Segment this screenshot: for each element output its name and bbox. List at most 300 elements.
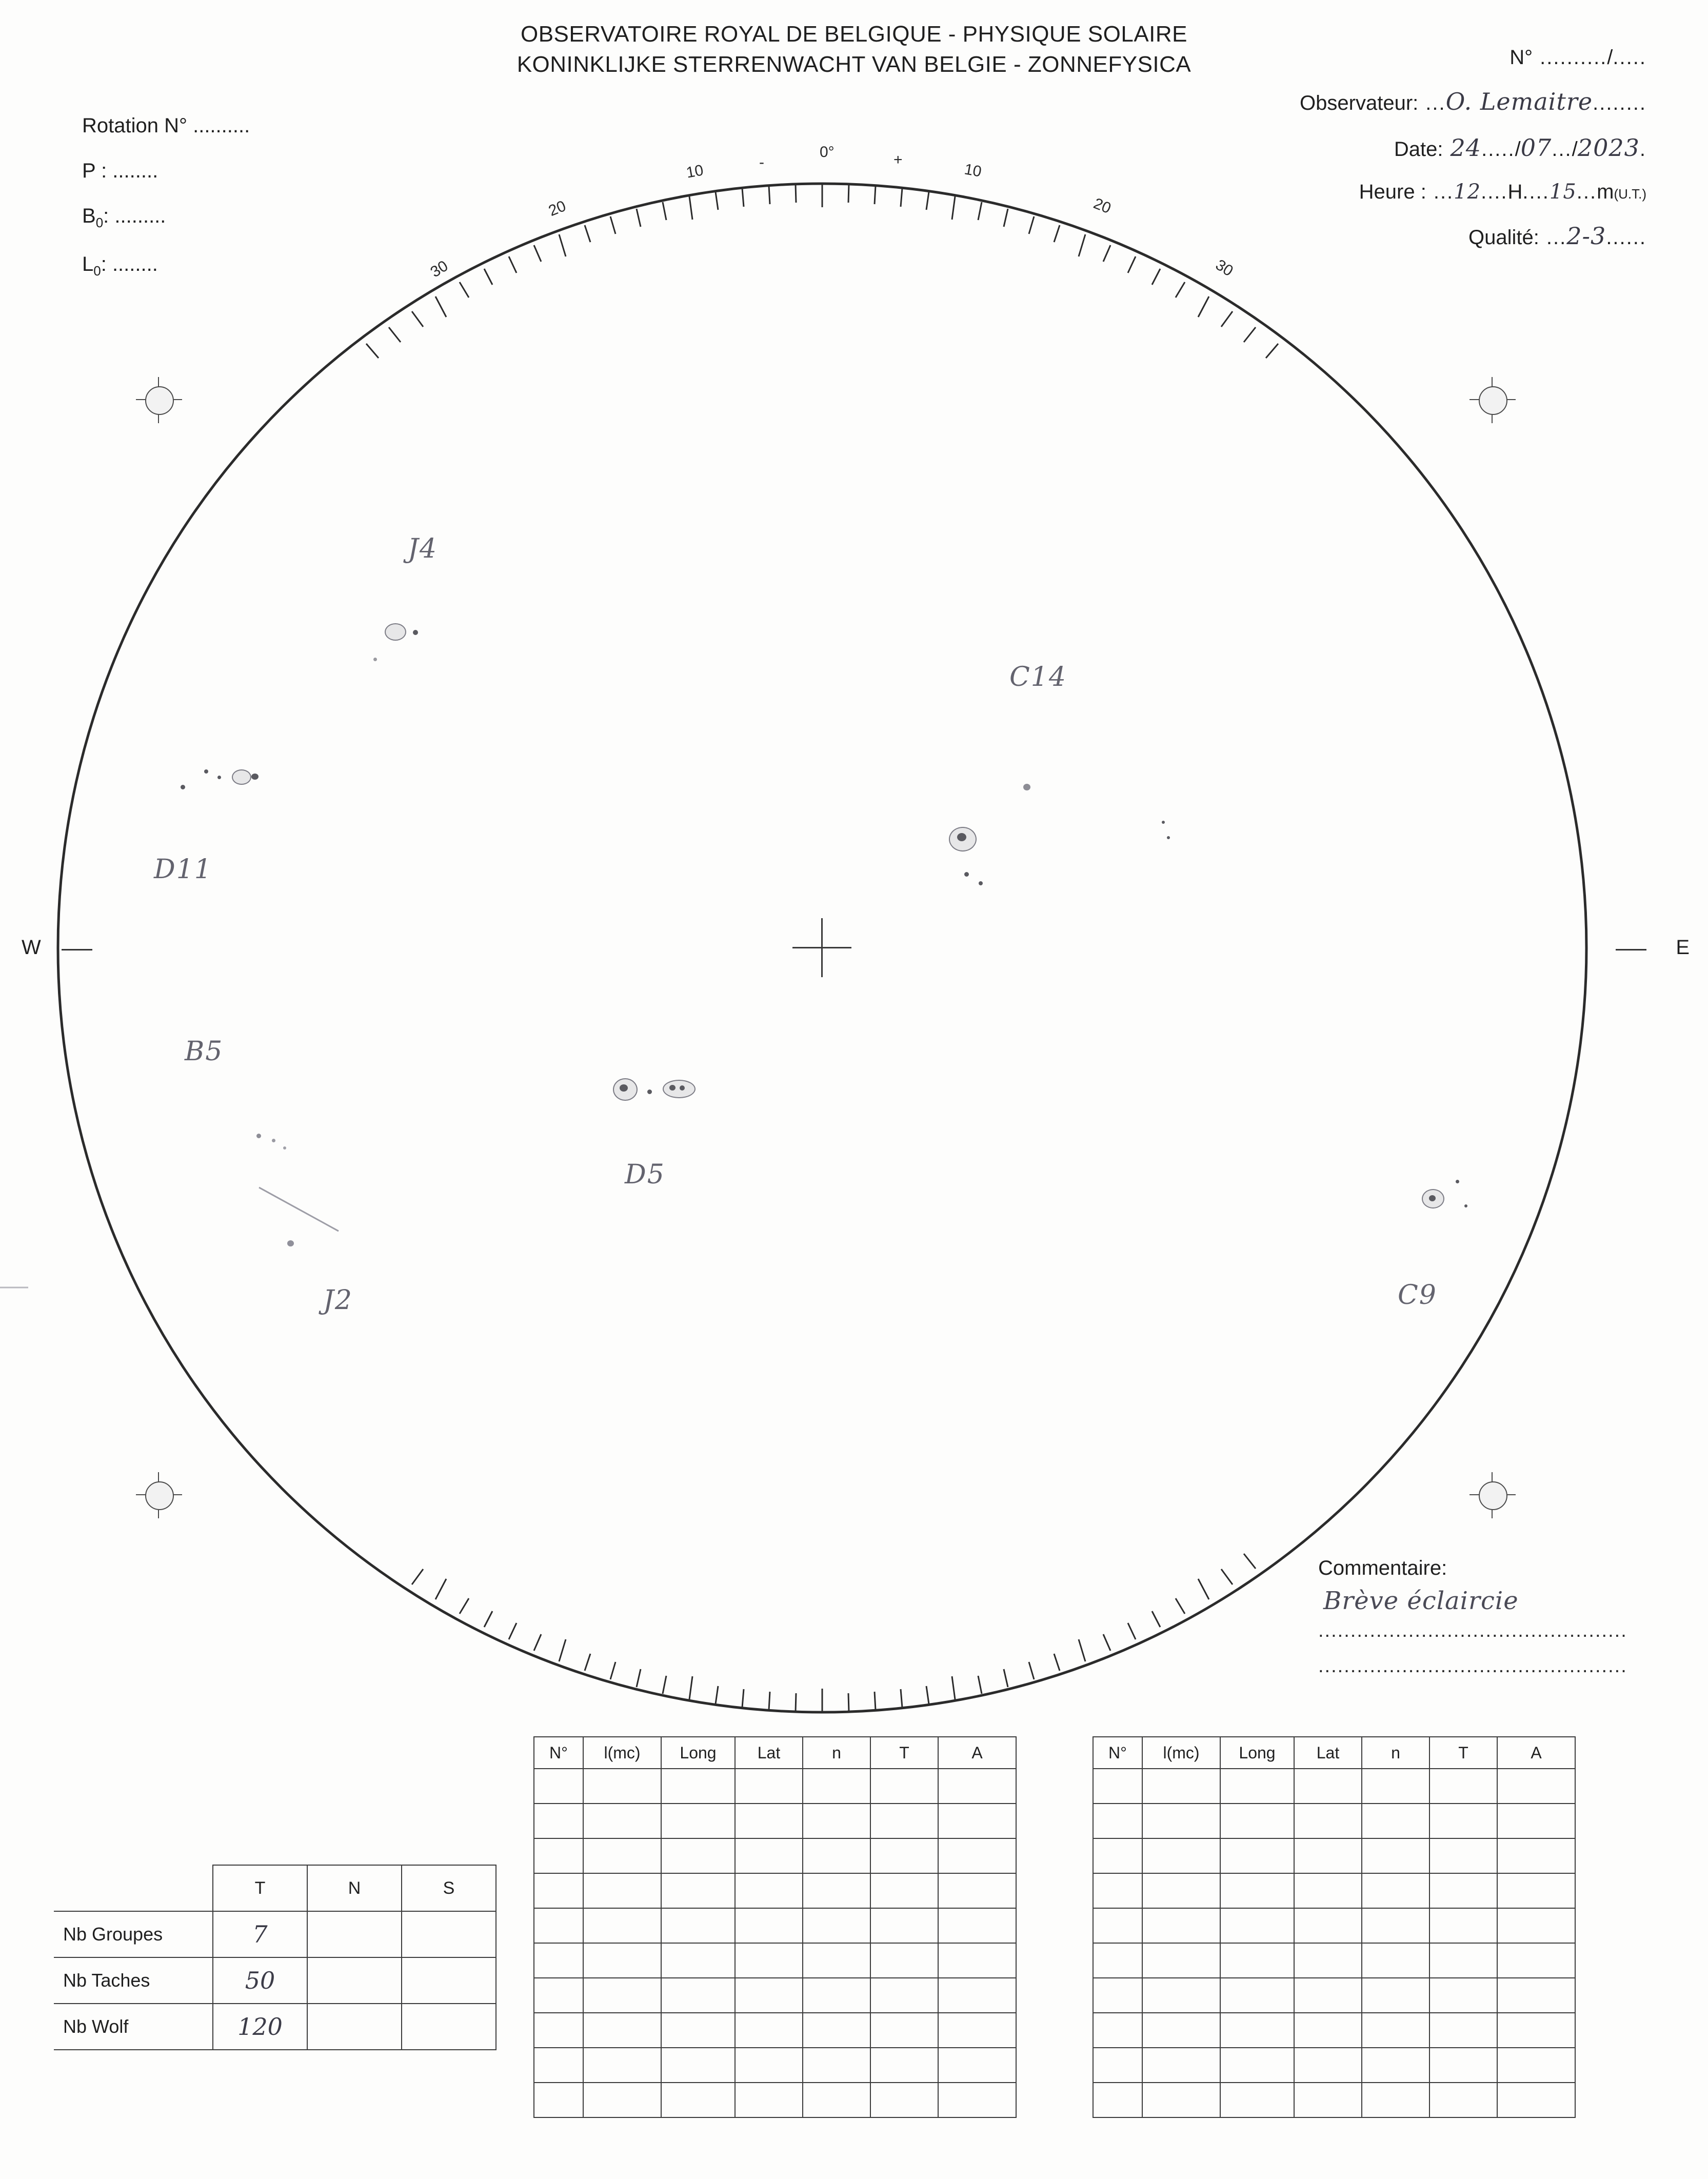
sunspot-c9-b (1464, 1204, 1467, 1207)
measure-cell[interactable] (803, 1943, 870, 1978)
measure-cell[interactable] (1497, 1943, 1575, 1978)
degree-label-30-left: 30 (427, 257, 451, 281)
degree-label-0: 0° (820, 144, 835, 161)
measurement-table-left (533, 1736, 1017, 2118)
table-row-header (534, 1737, 1016, 1769)
sunspot-d5-b (669, 1085, 676, 1091)
sunspot-c14-b (979, 881, 983, 885)
summary-groups-n[interactable] (307, 1911, 402, 1957)
summary-corner-cell (54, 1865, 213, 1911)
measure-cell[interactable] (534, 1978, 583, 2013)
measure-cell[interactable] (1497, 1804, 1575, 1838)
measure-cell[interactable] (1497, 1978, 1575, 2013)
registration-mark-top-right (1469, 377, 1516, 423)
summary-row-label-spots: Nb Taches (54, 1957, 213, 2004)
date-dots-1: ..... (1481, 138, 1515, 161)
measure-cell[interactable] (534, 1769, 583, 1804)
measure-cell[interactable] (1093, 1943, 1142, 1978)
table-row (534, 1978, 1016, 2013)
measure-cell[interactable] (583, 1943, 661, 1978)
right-parameter-fields (1134, 46, 1646, 268)
measure-cell[interactable] (803, 1838, 870, 1873)
measure-cell[interactable] (1220, 1943, 1294, 1978)
measure-cell[interactable] (1220, 1804, 1294, 1838)
measure-cell[interactable] (870, 2048, 938, 2083)
measure-cell[interactable] (1142, 1978, 1220, 2013)
date-label: Date: (1394, 138, 1443, 161)
sunspot-d5-umbra (620, 1084, 628, 1092)
measure-cell[interactable] (583, 1908, 661, 1943)
table-row (1093, 1769, 1575, 1804)
comment-value: Brève éclaircie (1323, 1587, 1519, 1615)
measure-cell[interactable] (661, 1908, 735, 1943)
degree-label-10-left: 10 (685, 162, 705, 182)
field-l0-label: L (82, 253, 94, 275)
measure-cell[interactable] (1294, 1838, 1362, 1873)
measure-cell[interactable] (534, 2083, 583, 2117)
summary-wolf-s[interactable] (402, 2004, 496, 2050)
measure-cell[interactable] (735, 1908, 803, 1943)
sunspot-c9-umbra (1429, 1195, 1436, 1201)
time-dots-pre: ... (1433, 181, 1454, 203)
measure-col-lmc: l(mc) (1142, 1737, 1220, 1769)
quality-dots-post: ...... (1606, 226, 1646, 249)
summary-col-s: S (402, 1865, 496, 1911)
date-day: 24 (1450, 134, 1482, 162)
measure-col-a: A (938, 1737, 1016, 1769)
sunspot-j4-b (413, 630, 418, 635)
group-label-d5: D5 (625, 1159, 665, 1190)
number-separator: / (1607, 46, 1613, 69)
measure-cell[interactable] (661, 1769, 735, 1804)
measure-cell[interactable] (661, 1804, 735, 1838)
measure-cell[interactable] (583, 2048, 661, 2083)
measure-cell[interactable] (938, 1978, 1016, 2013)
comment-block[interactable] (1318, 1557, 1646, 1677)
measure-cell[interactable] (938, 2083, 1016, 2117)
measurement-table-right (1093, 1736, 1576, 2118)
measure-cell[interactable] (938, 2048, 1016, 2083)
measure-cell[interactable] (1142, 1908, 1220, 1943)
measure-cell[interactable] (735, 1804, 803, 1838)
quality-dots-pre: ... (1546, 226, 1567, 249)
field-l0-sub: 0 (93, 263, 101, 279)
summary-groups-s[interactable] (402, 1911, 496, 1957)
measure-cell[interactable] (938, 1943, 1016, 1978)
measure-cell[interactable] (1362, 2048, 1429, 2083)
measure-cell[interactable] (1362, 1873, 1429, 1908)
table-row (534, 1804, 1016, 1838)
measure-cell[interactable] (583, 1978, 661, 2013)
degree-label-20-left: 20 (546, 197, 569, 220)
measure-cell[interactable] (1093, 2083, 1142, 2117)
measure-cell[interactable] (1294, 2083, 1362, 2117)
measure-col-a: A (1497, 1737, 1575, 1769)
measure-col-t: T (1429, 1737, 1497, 1769)
field-p[interactable]: P : ........ (82, 160, 158, 182)
time-hour-unit: H (1507, 181, 1523, 203)
measure-cell[interactable] (938, 1838, 1016, 1873)
measure-cell[interactable] (1362, 1943, 1429, 1978)
field-quality[interactable] (1134, 222, 1646, 250)
measure-cell[interactable] (735, 2013, 803, 2048)
measure-cell[interactable] (1429, 1978, 1497, 2013)
measure-cell[interactable] (1294, 1978, 1362, 2013)
comment-dotline-2[interactable]: ................................................ (1318, 1655, 1627, 1677)
degree-scale-bottom (412, 1554, 1256, 1712)
measure-cell[interactable] (1294, 1873, 1362, 1908)
measure-cell[interactable] (1093, 1978, 1142, 2013)
measure-cell[interactable] (661, 1873, 735, 1908)
group-label-d11: D11 (154, 854, 212, 885)
measure-cell[interactable] (803, 2048, 870, 2083)
measure-cell[interactable] (1362, 1908, 1429, 1943)
table-row (54, 1957, 496, 2004)
axis-label-west: W (22, 936, 41, 959)
measure-cell[interactable] (1497, 2083, 1575, 2117)
sunspot-b5-b (272, 1139, 275, 1142)
sunspot-c14-umbra (957, 833, 966, 841)
measure-cell[interactable] (938, 1804, 1016, 1838)
field-time[interactable] (1134, 180, 1646, 204)
measure-cell[interactable] (938, 2013, 1016, 2048)
measure-cell[interactable] (1294, 1943, 1362, 1978)
summary-spots-t[interactable]: 50 (213, 1957, 307, 2004)
measure-cell[interactable] (870, 1873, 938, 1908)
sunspot-d11-d (251, 774, 259, 780)
degree-label-plus: + (893, 151, 903, 168)
group-label-c9: C9 (1398, 1280, 1437, 1311)
field-b0[interactable] (82, 206, 250, 229)
date-separator-2: / (1572, 138, 1578, 161)
measure-cell[interactable] (803, 2013, 870, 2048)
measure-cell[interactable] (1497, 1769, 1575, 1804)
measure-cell[interactable] (1142, 2048, 1220, 2083)
sunspot-c14-small (1023, 784, 1030, 790)
field-l0-rest: : ........ (101, 253, 158, 275)
date-dots-2: ... (1552, 138, 1572, 161)
measure-cell[interactable] (1093, 1873, 1142, 1908)
measure-cell[interactable] (1220, 1908, 1294, 1943)
measure-cell[interactable] (1497, 2048, 1575, 2083)
sunspot-b5-c (283, 1146, 286, 1150)
measure-cell[interactable] (661, 1838, 735, 1873)
measure-cell[interactable] (1294, 1908, 1362, 1943)
measure-cell[interactable] (1497, 1838, 1575, 1873)
measure-cell[interactable] (1362, 1804, 1429, 1838)
measure-cell[interactable] (735, 1873, 803, 1908)
group-label-j2: J2 (323, 1285, 353, 1316)
field-number[interactable] (1134, 46, 1646, 69)
measure-cell[interactable] (1220, 2083, 1294, 2117)
registration-mark-bottom-right (1469, 1472, 1516, 1518)
measure-cell[interactable] (1093, 1908, 1142, 1943)
measure-cell[interactable] (870, 1804, 938, 1838)
summary-col-n: N (307, 1865, 402, 1911)
summary-spots-n[interactable] (307, 1957, 402, 2004)
table-row (534, 1769, 1016, 1804)
time-ut-unit: (U.T.) (1614, 186, 1646, 202)
measure-cell[interactable] (735, 1943, 803, 1978)
measure-cell[interactable] (1294, 2048, 1362, 2083)
field-rotation[interactable]: Rotation N° .......... (82, 114, 250, 137)
summary-table (54, 1865, 496, 2050)
measure-cell[interactable] (803, 1908, 870, 1943)
measure-cell[interactable] (1497, 1873, 1575, 1908)
measure-cell[interactable] (1142, 1769, 1220, 1804)
table-row (1093, 1804, 1575, 1838)
field-b0-sub: 0 (95, 215, 104, 230)
summary-row-label-wolf: Nb Wolf (54, 2004, 213, 2050)
measure-cell[interactable] (1429, 1804, 1497, 1838)
table-row (1093, 1978, 1575, 2013)
measure-cell[interactable] (661, 2083, 735, 2117)
quality-label: Qualité: (1468, 226, 1539, 249)
measure-cell[interactable] (1362, 1769, 1429, 1804)
measure-cell[interactable] (1220, 1769, 1294, 1804)
measure-cell[interactable] (1497, 1908, 1575, 1943)
sunspot-d11-a (181, 785, 185, 789)
measure-cell[interactable] (870, 1978, 938, 2013)
measure-cell[interactable] (583, 2083, 661, 2117)
number-dots-1: .......... (1540, 46, 1607, 69)
measurement-table-right-body (1093, 1737, 1575, 2117)
measure-cell[interactable] (735, 1978, 803, 2013)
date-separator-1: / (1515, 138, 1521, 161)
sunspot-c9-main (1422, 1189, 1444, 1209)
measure-cell[interactable] (1429, 1873, 1497, 1908)
measure-cell[interactable] (1093, 1769, 1142, 1804)
measure-cell[interactable] (583, 1769, 661, 1804)
measure-cell[interactable] (1093, 2013, 1142, 2048)
measure-cell[interactable] (870, 2013, 938, 2048)
table-row (534, 1838, 1016, 1873)
sunspot-d11-main (232, 769, 251, 785)
summary-wolf-n[interactable] (307, 2004, 402, 2050)
measure-cell[interactable] (1142, 2083, 1220, 2117)
degree-label-20-right: 20 (1091, 194, 1114, 217)
field-observer[interactable] (1134, 88, 1646, 115)
summary-col-t: T (213, 1865, 307, 1911)
measure-cell[interactable] (1362, 2083, 1429, 2117)
time-minute: 15 (1549, 180, 1577, 204)
table-row (1093, 1908, 1575, 1943)
measure-cell[interactable] (1429, 2083, 1497, 2117)
measure-cell[interactable] (1142, 1873, 1220, 1908)
degree-label-30-right: 30 (1213, 256, 1236, 280)
field-l0[interactable] (82, 254, 250, 278)
measure-cell[interactable] (1220, 1978, 1294, 2013)
measure-cell[interactable] (661, 2013, 735, 2048)
sunspot-d5-main (613, 1078, 638, 1101)
measure-cell[interactable] (534, 2013, 583, 2048)
measure-cell[interactable] (735, 2083, 803, 2117)
measure-cell[interactable] (1497, 2013, 1575, 2048)
measure-cell[interactable] (1093, 2048, 1142, 2083)
measure-cell[interactable] (661, 1943, 735, 1978)
quality-value: 2-3 (1566, 222, 1606, 250)
measure-cell[interactable] (1429, 1838, 1497, 1873)
table-row (54, 1911, 496, 1957)
measure-cell[interactable] (803, 1978, 870, 2013)
comment-dotline-1[interactable]: ................................................ (1318, 1620, 1627, 1641)
observer-dots-post: ........ (1593, 92, 1646, 114)
measure-cell[interactable] (1142, 1804, 1220, 1838)
measure-cell[interactable] (1429, 1769, 1497, 1804)
time-dots-2: .... (1522, 181, 1550, 203)
measure-cell[interactable] (735, 2048, 803, 2083)
measure-cell[interactable] (1429, 1908, 1497, 1943)
sunspot-c14-a (964, 872, 969, 877)
field-date[interactable] (1134, 134, 1646, 162)
disk-centre-cross (792, 918, 851, 977)
axis-tick-east (1616, 949, 1646, 950)
summary-spots-s[interactable] (402, 1957, 496, 2004)
summary-row-label-groups: Nb Groupes (54, 1911, 213, 1957)
table-row (1093, 1873, 1575, 1908)
time-dots-1: .... (1481, 181, 1508, 203)
axis-label-east: E (1676, 936, 1690, 959)
measure-cell[interactable] (1294, 1769, 1362, 1804)
time-hour: 12 (1454, 180, 1481, 204)
measure-cell[interactable] (583, 2013, 661, 2048)
measure-cell[interactable] (1362, 2013, 1429, 2048)
observer-label: Observateur: (1300, 92, 1419, 114)
table-row (534, 1943, 1016, 1978)
table-row (1093, 2013, 1575, 2048)
measure-cell[interactable] (583, 1838, 661, 1873)
number-dots-2: ..... (1613, 46, 1646, 69)
table-row-header (54, 1865, 496, 1911)
measure-cell[interactable] (1220, 2048, 1294, 2083)
measure-cell[interactable] (1362, 1978, 1429, 2013)
sunspot-d5-pair (663, 1080, 696, 1098)
measure-cell[interactable] (735, 1769, 803, 1804)
measure-cell[interactable] (1429, 1943, 1497, 1978)
measure-col-lat: Lat (1294, 1737, 1362, 1769)
measure-cell[interactable] (534, 1908, 583, 1943)
table-row (1093, 1943, 1575, 1978)
measure-cell[interactable] (1142, 1838, 1220, 1873)
measure-cell[interactable] (534, 1804, 583, 1838)
measure-cell[interactable] (1294, 1804, 1362, 1838)
sunspot-b5-a (256, 1134, 261, 1138)
time-dots-3: ... (1576, 181, 1597, 203)
measure-cell[interactable] (1362, 1838, 1429, 1873)
measure-cell[interactable] (938, 1769, 1016, 1804)
measure-cell[interactable] (1093, 1804, 1142, 1838)
measure-cell[interactable] (938, 1873, 1016, 1908)
sunspot-j2-a (287, 1240, 294, 1246)
table-row (534, 1873, 1016, 1908)
measure-cell[interactable] (870, 1943, 938, 1978)
solar-limb-circle (58, 184, 1586, 1712)
number-label: N° (1510, 46, 1533, 69)
measure-cell[interactable] (583, 1804, 661, 1838)
registration-mark-top-left (136, 377, 182, 423)
measure-cell[interactable] (803, 2083, 870, 2117)
measure-col-n: N° (1093, 1737, 1142, 1769)
group-label-c14: C14 (1009, 662, 1067, 692)
measure-cell[interactable] (803, 1804, 870, 1838)
measure-col-n: n (803, 1737, 870, 1769)
time-label: Heure : (1359, 181, 1426, 203)
observer-value: O. Lemaitre (1445, 88, 1593, 115)
measure-cell[interactable] (938, 1908, 1016, 1943)
measure-cell[interactable] (870, 1908, 938, 1943)
measure-cell[interactable] (803, 1873, 870, 1908)
measure-cell[interactable] (1220, 2013, 1294, 2048)
measure-cell[interactable] (1220, 1838, 1294, 1873)
measure-cell[interactable] (870, 1769, 938, 1804)
comment-label: Commentaire: (1318, 1557, 1447, 1579)
measure-cell[interactable] (803, 1769, 870, 1804)
measure-cell[interactable] (1220, 1873, 1294, 1908)
sunspot-c9-a (1456, 1180, 1459, 1183)
table-row (1093, 1838, 1575, 1873)
date-dots-3: . (1639, 138, 1646, 161)
stray-pencil-line (259, 1187, 339, 1231)
summary-groups-t[interactable]: 7 (213, 1911, 307, 1957)
measurement-table-left-body (534, 1737, 1016, 2117)
table-row (1093, 2048, 1575, 2083)
measure-cell[interactable] (661, 2048, 735, 2083)
measure-col-n: n (1362, 1737, 1429, 1769)
field-b0-label: B (82, 205, 96, 227)
measure-cell[interactable] (1429, 2048, 1497, 2083)
measure-cell[interactable] (534, 1838, 583, 1873)
sunspot-d11-c (217, 776, 221, 779)
axis-tick-west (62, 949, 92, 950)
table-row (54, 2004, 496, 2050)
left-parameter-fields (82, 115, 250, 302)
measure-cell[interactable] (534, 2048, 583, 2083)
measure-cell[interactable] (1093, 1838, 1142, 1873)
measure-cell[interactable] (870, 1838, 938, 1873)
date-month: 07 (1520, 134, 1552, 162)
sunspot-j4-main (385, 623, 406, 641)
observer-dots-pre: ... (1425, 92, 1446, 114)
table-row (534, 2083, 1016, 2117)
measure-cell[interactable] (870, 2083, 938, 2117)
registration-mark-bottom-left (136, 1472, 182, 1518)
degree-label-10-right: 10 (963, 161, 983, 181)
measure-cell[interactable] (583, 1873, 661, 1908)
measure-cell[interactable] (1294, 2013, 1362, 2048)
sunspot-c14-d (1167, 836, 1170, 839)
measure-cell[interactable] (1142, 2013, 1220, 2048)
measure-cell[interactable] (1429, 2013, 1497, 2048)
measure-col-long: Long (1220, 1737, 1294, 1769)
title-dutch: KONINKLIJKE STERRENWACHT VAN BELGIE - ZONNEFYSICA (517, 51, 1191, 77)
summary-wolf-t[interactable]: 120 (213, 2004, 307, 2050)
group-label-j4: J4 (408, 533, 438, 564)
measure-cell[interactable] (1142, 1943, 1220, 1978)
sunspot-c14-c (1162, 821, 1165, 824)
measure-cell[interactable] (735, 1838, 803, 1873)
title-french: OBSERVATOIRE ROYAL DE BELGIQUE - PHYSIQUE SOLAIRE (520, 22, 1188, 47)
date-year: 2023 (1577, 134, 1640, 162)
measure-cell[interactable] (534, 1873, 583, 1908)
measure-cell[interactable] (661, 1978, 735, 2013)
sunspot-d5-c (680, 1085, 685, 1091)
measure-col-n: N° (534, 1737, 583, 1769)
table-row (534, 1908, 1016, 1943)
sunspot-d11-b (204, 769, 208, 774)
table-row-header (1093, 1737, 1575, 1769)
measure-cell[interactable] (534, 1943, 583, 1978)
degree-label-minus: - (759, 154, 764, 171)
